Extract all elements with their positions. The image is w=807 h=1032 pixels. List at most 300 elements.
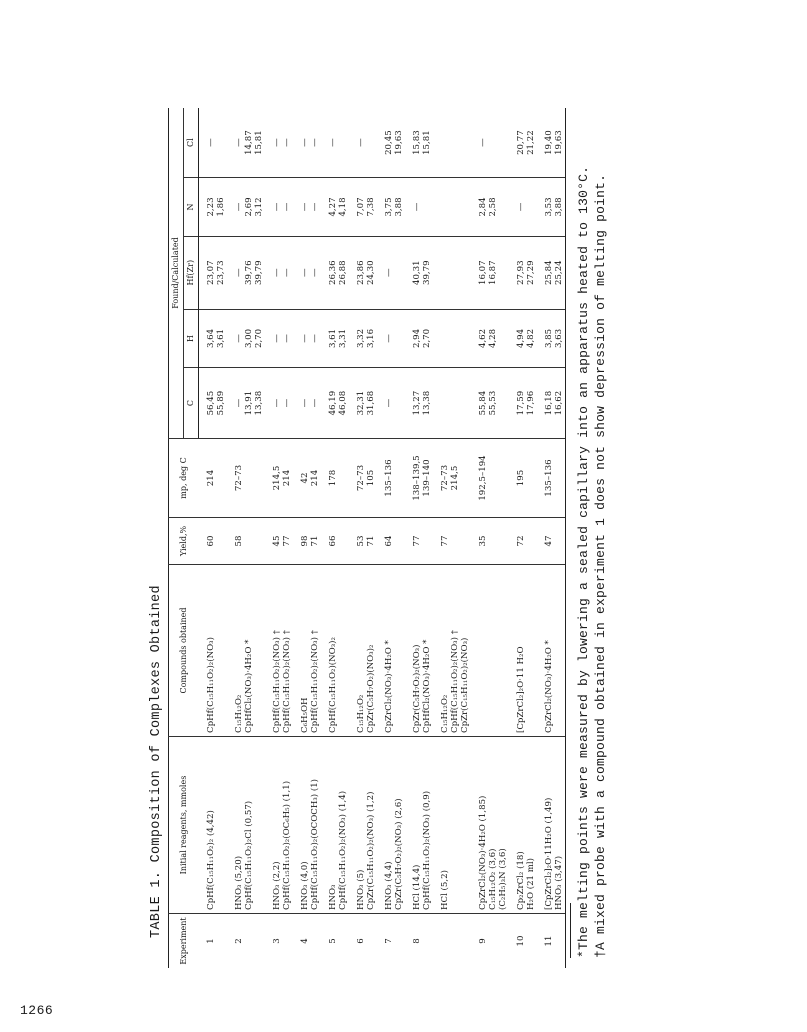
cell-yield [293, 518, 321, 565]
cell-h-line: 4,94 [516, 328, 526, 349]
cell-n-line: — [282, 202, 292, 212]
table-body [199, 108, 566, 968]
cell-h-line: 3,63 [554, 328, 564, 349]
cell-experiment-line: 5 [328, 938, 338, 944]
cell-n-line: 3,12 [254, 197, 264, 217]
cell-mp-line: 192,5–194 [478, 455, 488, 501]
cell-cl-line: 15,83 [412, 130, 422, 155]
cell-hf-zr-line: 27,93 [516, 260, 526, 286]
cell-cl-line: 20,45 [384, 130, 394, 155]
cell-reagents-line: Cp₂ZrCl₂ (18) [516, 851, 526, 910]
cell-cl [537, 108, 566, 178]
cell-hf-zr-line: 16,07 [478, 260, 488, 286]
cell-reagents-line: HCl (5,2) [440, 870, 450, 910]
cell-reagents-line: CpHf(C₁₅H₁₁O₂)₂(NO₃) (0,9) [422, 790, 432, 910]
cell-n-line: 3,88 [554, 197, 564, 217]
cell-cl-line: — [310, 138, 320, 147]
cell-c [349, 368, 377, 439]
cell-reagents [537, 737, 566, 914]
rotated-table-page [145, 88, 645, 968]
cell-hf-zr-line: 23,86 [356, 260, 366, 286]
cell-cl-line: 15,81 [422, 130, 432, 155]
cell-c-line: 13,91 [244, 390, 254, 416]
cell-compounds-line: CpZr(C₁₅H₁₁O₂)₂(NO₃) [460, 637, 470, 733]
cell-compounds-line: CpZrCl₂(NO₃)·4H₂O * [544, 640, 554, 733]
cell-mp [199, 439, 228, 518]
header-mp: mp, deg C [169, 439, 199, 518]
cell-experiment-line: 3 [272, 938, 282, 944]
cell-n [293, 178, 321, 237]
cell-cl [433, 108, 471, 178]
cell-compounds [537, 565, 566, 737]
cell-reagents-line: H₂O (21 ml) [526, 858, 536, 910]
cell-h-line: 3,00 [244, 328, 254, 349]
cell-compounds-line: CpHfCl₂(NO₃)·4H₂O * [422, 639, 432, 733]
cell-cl-line: — [356, 138, 366, 147]
cell-experiment-line: 4 [300, 938, 310, 944]
cell-hf-zr-line: 26,36 [328, 260, 338, 286]
cell-hf-zr-line: 39,79 [422, 260, 432, 286]
cell-h-line: 4,28 [488, 328, 498, 349]
cell-yield [377, 518, 405, 565]
cell-yield-line: 71 [310, 535, 320, 547]
cell-reagents-line: CpHf(C₁₅H₁₁O₂)₂(NO₃) (1,4) [338, 790, 348, 910]
cell-yield [227, 518, 265, 565]
cell-compounds [321, 565, 349, 737]
cell-mp-line: 214 [205, 469, 216, 487]
cell-cl-line: — [206, 138, 216, 147]
table-row [471, 108, 509, 968]
cell-reagents-line: [CpZrCl₂]₂O·11H₂O (1,49) [544, 797, 554, 910]
cell-cl-line: — [234, 138, 244, 147]
cell-hf-zr-line: 39,76 [244, 260, 254, 286]
cell-experiment [537, 914, 566, 969]
cell-cl [405, 108, 433, 178]
cell-n-line: — [300, 202, 310, 212]
cell-mp-line: 42 [300, 472, 310, 484]
cell-yield-line: 77 [440, 535, 450, 547]
cell-reagents [265, 737, 293, 914]
cell-h [349, 309, 377, 368]
cell-h [199, 309, 228, 368]
cell-h-line: 3,85 [544, 328, 554, 349]
cell-hf-zr-line: 25,84 [544, 260, 554, 286]
table-row [509, 108, 537, 968]
cell-h-line: 2,94 [412, 328, 422, 349]
cell-experiment [265, 914, 293, 969]
cell-compounds-line: CpZr(C₅H₇O₂)₂(NO₃) [412, 644, 422, 733]
cell-reagents-line: HNO₃ (4,4) [384, 861, 394, 910]
cell-reagents-line: HNO₃ (2,2) [272, 861, 282, 910]
cell-experiment-line: 11 [544, 935, 554, 947]
cell-reagents [509, 737, 537, 914]
cell-mp [349, 439, 377, 518]
cell-c [321, 368, 349, 439]
cell-cl-line: — [478, 138, 488, 147]
cell-compounds [293, 565, 321, 737]
cell-experiment [293, 914, 321, 969]
table-row [199, 108, 228, 968]
cell-compounds-line: CpHfCl₂(NO₃)·4H₂O * [244, 639, 254, 733]
cell-h-line: 3,31 [338, 328, 348, 349]
table-row [227, 108, 265, 968]
cell-n-line: 7,07 [356, 197, 366, 217]
cell-h-line: — [384, 334, 394, 343]
cell-reagents [471, 737, 509, 914]
cell-hf-zr-line: — [282, 268, 292, 278]
cell-experiment [227, 914, 265, 969]
cell-yield [405, 518, 433, 565]
cell-yield [199, 518, 228, 565]
cell-compounds-line: [CpZrCl₂]₂O·11 H₂O [516, 646, 526, 733]
table-row [293, 108, 321, 968]
cell-h-line: 4,62 [478, 328, 488, 349]
cell-mp [471, 439, 509, 518]
cell-yield-line: 64 [384, 535, 394, 547]
footnote-mixed-probe: †A mixed probe with a compound obtained in experiment 1 does not show depression of melting point. [593, 173, 608, 958]
cell-n-line: — [272, 202, 282, 212]
header-h: H [184, 309, 199, 368]
cell-hf-zr-line: — [300, 268, 310, 278]
cell-cl-line: 21,22 [526, 130, 536, 155]
cell-c-line: — [310, 398, 320, 408]
footnotes [575, 166, 609, 958]
cell-experiment [433, 914, 471, 969]
cell-c-line: — [272, 398, 282, 408]
cell-n-line: — [412, 202, 422, 212]
cell-hf-zr-line: 16,87 [488, 260, 498, 286]
header-cl: Cl [184, 108, 199, 178]
cell-compounds [509, 565, 537, 737]
cell-h [433, 309, 471, 368]
cell-yield-line: 72 [516, 535, 526, 547]
cell-compounds-line: C₁₅H₁₂O₂ [234, 694, 244, 733]
cell-c [509, 368, 537, 439]
cell-c-line: 56,45 [206, 390, 216, 416]
cell-compounds-line: CpZrCl₂(NO₃)·4H₂O * [384, 640, 394, 733]
cell-n [377, 178, 405, 237]
cell-yield-line: 77 [282, 535, 292, 547]
cell-experiment-line: 8 [412, 938, 422, 944]
cell-h-line: 2,70 [422, 328, 432, 349]
table-row [349, 108, 377, 968]
cell-cl-line: — [272, 138, 282, 147]
cell-experiment [199, 914, 228, 969]
cell-c-line: 16,18 [544, 390, 554, 416]
cell-h-line: — [234, 334, 244, 343]
cell-yield-line: 71 [366, 535, 376, 547]
cell-cl-line: 20,77 [516, 130, 526, 155]
cell-n-line: 7,38 [366, 197, 376, 217]
cell-mp [293, 439, 321, 518]
cell-h-line: — [300, 334, 310, 343]
cell-mp [321, 439, 349, 518]
cell-c-line: — [384, 398, 394, 408]
cell-c-line: 17,96 [526, 390, 536, 416]
cell-experiment [471, 914, 509, 969]
cell-yield-line: 77 [412, 535, 422, 547]
cell-cl [509, 108, 537, 178]
cell-hf-zr [321, 236, 349, 309]
cell-reagents [293, 737, 321, 914]
cell-reagents-line: CpHf(C₁₅H₁₁O₂)₂(OCOCH₃) (1) [310, 778, 320, 910]
cell-c-line: 31,68 [366, 390, 376, 416]
cell-reagents-line: HNO₃ (3,47) [554, 855, 564, 910]
cell-c [405, 368, 433, 439]
cell-reagents-line: HNO₃ (5) [356, 869, 366, 910]
cell-hf-zr [537, 236, 566, 309]
cell-c-line: 55,53 [488, 390, 498, 416]
header-yield: Yield,% [169, 518, 199, 565]
cell-hf-zr-line: — [384, 268, 394, 278]
cell-n [471, 178, 509, 237]
cell-reagents-line: CpZr(C₁₅H₁₁O₂)₂(NO₃) (1,2) [366, 791, 376, 910]
cell-hf-zr-line: 39,79 [254, 260, 264, 286]
cell-reagents [227, 737, 265, 914]
cell-hf-zr-line: 40,31 [412, 260, 422, 286]
cell-mp-line: 135–136 [384, 459, 394, 497]
cell-h [377, 309, 405, 368]
cell-c [433, 368, 471, 439]
cell-n [265, 178, 293, 237]
cell-yield-line: 53 [356, 535, 366, 547]
cell-h-line: — [310, 334, 320, 343]
cell-n-line: 2,69 [244, 197, 254, 217]
cell-c-line: — [300, 398, 310, 408]
cell-hf-zr-line: 27,29 [526, 260, 536, 286]
cell-c-line: 13,27 [412, 390, 422, 416]
cell-mp-line: 214 [282, 469, 292, 487]
cell-yield-line: 60 [205, 535, 216, 547]
cell-mp-line: 214,5 [272, 465, 282, 491]
table-row [265, 108, 293, 968]
cell-yield-line: 47 [544, 535, 554, 547]
header-hf-zr: Hf(Zr) [184, 236, 199, 309]
cell-n-line: — [516, 202, 526, 212]
cell-cl-line: — [300, 138, 310, 147]
header-n: N [184, 178, 199, 237]
cell-hf-zr [265, 236, 293, 309]
cell-compounds [265, 565, 293, 737]
cell-n [405, 178, 433, 237]
cell-c [199, 368, 228, 439]
cell-c [293, 368, 321, 439]
cell-hf-zr-line: 23,73 [216, 260, 226, 286]
cell-experiment [405, 914, 433, 969]
cell-yield [509, 518, 537, 565]
cell-experiment-line: 7 [384, 938, 394, 944]
cell-h-line: 2,70 [254, 328, 264, 349]
cell-experiment [377, 914, 405, 969]
cell-compounds [471, 565, 509, 737]
cell-compounds-line: C₁₅H₁₂O₂ [440, 694, 450, 733]
cell-yield-line: 35 [478, 535, 488, 547]
cell-cl [321, 108, 349, 178]
cell-c [227, 368, 265, 439]
cell-mp [265, 439, 293, 518]
cell-mp-line: 195 [516, 469, 526, 487]
cell-h [471, 309, 509, 368]
cell-experiment [349, 914, 377, 969]
cell-cl [199, 108, 228, 178]
header-compounds: Compounds obtained [169, 565, 199, 737]
cell-cl-line: 19,40 [544, 130, 554, 155]
cell-c-line: 46,08 [338, 390, 348, 416]
cell-compounds [349, 565, 377, 737]
table-row [433, 108, 471, 968]
cell-cl-line: 14,87 [244, 130, 254, 155]
cell-hf-zr [349, 236, 377, 309]
cell-mp [433, 439, 471, 518]
cell-h-line: 3,64 [206, 328, 216, 349]
cell-h [509, 309, 537, 368]
cell-n [433, 178, 471, 237]
cell-reagents [377, 737, 405, 914]
cell-cl-line: 19,63 [394, 130, 404, 155]
composition-table [168, 108, 566, 968]
cell-yield [349, 518, 377, 565]
cell-mp [537, 439, 566, 518]
cell-n [321, 178, 349, 237]
cell-experiment-line: 1 [205, 938, 216, 944]
cell-n [349, 178, 377, 237]
cell-yield-line: 58 [234, 535, 244, 547]
cell-n-line: 3,88 [394, 197, 404, 217]
cell-n-line: 2,84 [478, 197, 488, 217]
cell-compounds-line: CpHf(C₁₅H₁₁O₂)₂(NO₃) [205, 637, 216, 733]
cell-mp-line: 178 [328, 469, 338, 487]
cell-yield [471, 518, 509, 565]
cell-h [321, 309, 349, 368]
cell-h [293, 309, 321, 368]
table-row [377, 108, 405, 968]
cell-h [265, 309, 293, 368]
cell-c-line: 46,19 [328, 390, 338, 416]
cell-mp-line: 72–73 [440, 464, 450, 492]
cell-cl [471, 108, 509, 178]
cell-reagents [199, 737, 228, 914]
cell-c-line: 17,59 [516, 390, 526, 416]
cell-yield [321, 518, 349, 565]
cell-cl [349, 108, 377, 178]
cell-experiment [321, 914, 349, 969]
table-row [405, 108, 433, 968]
cell-experiment-line: 2 [234, 938, 244, 944]
cell-yield [537, 518, 566, 565]
cell-c [265, 368, 293, 439]
cell-c-line: 13,38 [254, 390, 264, 416]
cell-reagents-line: HCl (14,4) [412, 864, 422, 910]
cell-hf-zr-line: 26,88 [338, 260, 348, 286]
cell-h [227, 309, 265, 368]
cell-reagents [349, 737, 377, 914]
cell-c-line: — [282, 398, 292, 408]
cell-compounds-line: CpHf(C₁₅H₁₁O₂)(NO₃)₂ [328, 637, 338, 733]
cell-hf-zr [227, 236, 265, 309]
cell-hf-zr-line: 25,24 [554, 260, 564, 286]
cell-compounds-line: CpHf(C₁₅H₁₁O₂)₂(NO₃) † [310, 630, 320, 733]
cell-n [199, 178, 228, 237]
cell-reagents-line: CpHf(C₁₅H₁₁O₂)₂(OC₆H₅) (1,1) [282, 780, 292, 910]
cell-reagents-line: HNO₃ (5,20) [234, 855, 244, 910]
cell-n-line: 2,23 [206, 197, 216, 217]
cell-mp-line: 138–139,5 [412, 455, 422, 501]
cell-cl [377, 108, 405, 178]
cell-mp-line: 139–140 [422, 459, 432, 497]
cell-mp-line: 105 [366, 469, 376, 487]
cell-mp [509, 439, 537, 518]
cell-mp [377, 439, 405, 518]
cell-cl [293, 108, 321, 178]
cell-h-line: — [282, 334, 292, 343]
cell-n-line: — [310, 202, 320, 212]
cell-n-line: 2,58 [488, 197, 498, 217]
cell-h-line: — [272, 334, 282, 343]
cell-h-line: 3,61 [216, 328, 226, 349]
cell-mp [227, 439, 265, 518]
cell-mp-line: 214 [310, 469, 320, 487]
table-caption: TABLE 1. Composition of Complexes Obtained [149, 585, 164, 938]
cell-hf-zr-line: 23,07 [206, 260, 216, 286]
cell-n-line: — [234, 202, 244, 212]
cell-experiment-line: 6 [356, 938, 366, 944]
cell-n-line: 1,86 [216, 197, 226, 217]
footnote-melting-points: *The melting points were measured by lowering a sealed capillary into an apparatus heated to 130°C. [576, 165, 591, 958]
cell-compounds [433, 565, 471, 737]
cell-compounds-line: CpHf(C₁₅H₁₁O₂)₂(NO₃) † [282, 630, 292, 733]
cell-n-line: 4,18 [338, 197, 348, 217]
cell-yield-line: 98 [300, 535, 310, 547]
header-c: C [184, 368, 199, 439]
cell-compounds [199, 565, 228, 737]
footnote-rule [570, 903, 571, 958]
cell-mp [405, 439, 433, 518]
cell-hf-zr-line: 24,30 [366, 260, 376, 286]
cell-c-line: 55,89 [216, 390, 226, 416]
cell-compounds-line: C₆H₅OH [300, 697, 310, 733]
cell-compounds-line: C₁₅H₁₂O₂ [356, 694, 366, 733]
cell-mp-line: 72–73 [234, 464, 244, 492]
cell-n-line: 4,27 [328, 197, 338, 217]
cell-experiment-line: 9 [478, 938, 488, 944]
cell-h [405, 309, 433, 368]
cell-h-line: 3,32 [356, 328, 366, 349]
cell-h-line: 3,61 [328, 328, 338, 349]
cell-reagents-line: CpHf(C₁₅H₁₁O₂)₂ (4,42) [205, 810, 216, 910]
cell-hf-zr [199, 236, 228, 309]
cell-experiment [509, 914, 537, 969]
cell-cl-line: — [282, 138, 292, 147]
cell-n [509, 178, 537, 237]
cell-yield-line: 66 [328, 535, 338, 547]
cell-hf-zr-line: — [310, 268, 320, 278]
cell-compounds-line: CpHf(C₁₅H₁₁O₂)₂(NO₃) † [272, 630, 282, 733]
cell-c-line: 13,38 [422, 390, 432, 416]
cell-cl [265, 108, 293, 178]
cell-hf-zr-line: — [234, 268, 244, 278]
cell-yield [433, 518, 471, 565]
cell-reagents [321, 737, 349, 914]
cell-yield [265, 518, 293, 565]
cell-cl-line: — [328, 138, 338, 147]
cell-reagents-line: CpZrCl₂(NO₃)·4H₂O (1,85) [478, 795, 488, 910]
cell-yield-line: 45 [272, 535, 282, 547]
cell-hf-zr [405, 236, 433, 309]
cell-cl-line: 19,63 [554, 130, 564, 155]
cell-mp-line: 135–136 [544, 459, 554, 497]
cell-c-line: — [234, 398, 244, 408]
page-number: 1266 [20, 1003, 54, 1018]
